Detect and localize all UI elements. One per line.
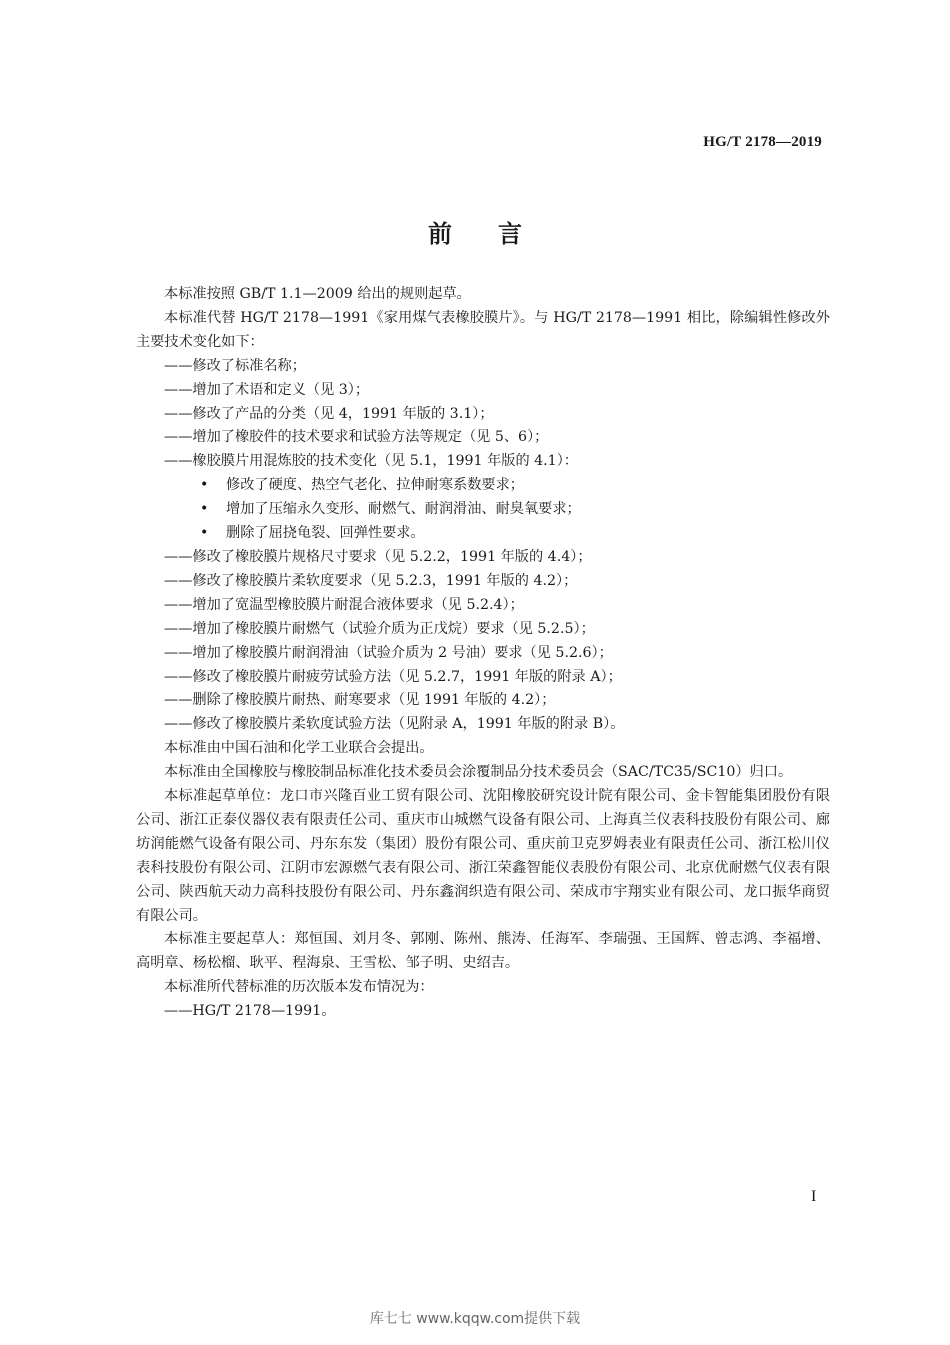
bullet-item	[136, 498, 830, 522]
page-title: 前言	[428, 220, 568, 248]
standard-code: HG/T 2178—2019	[703, 134, 822, 150]
replacement-paragraph: 本标准代替 HG/T 2178—1991《家用煤气表橡胶膜片》。与 HG/T 2178—1991 相比，除编辑性修改外主要技术变化如下：	[136, 309, 830, 350]
proposer-paragraph: 本标准由中国石油和化学工业联合会提出。	[164, 740, 434, 757]
download-watermark: 库七七 www.kqqw.com提供下载	[369, 1311, 581, 1327]
change-item: ——修改了橡胶膜片柔软度要求（见 5.2.3，1991 年版的 4.2）；	[164, 572, 578, 589]
committee-paragraph: 本标准由全国橡胶与橡胶制品标准化技术委员会涂覆制品分技术委员会（SAC/TC35/SC10）归口。	[164, 764, 793, 781]
drafting-rule-paragraph: 本标准按照 GB/T 1.1—2009 给出的规则起草。	[164, 286, 471, 302]
bullet-icon: •	[200, 501, 209, 518]
bullet-text: 修改了硬度、热空气老化、拉伸耐寒系数要求；	[226, 477, 524, 494]
history-item: ——HG/T 2178—1991。	[164, 1003, 336, 1020]
preface-body	[136, 283, 830, 1024]
history-intro-paragraph: 本标准所代替标准的历次版本发布情况为：	[164, 979, 434, 996]
change-item: ——增加了橡胶膜片耐润滑油（试验介质为 2 号油）要求（见 5.2.6）；	[164, 644, 613, 661]
change-item: ——增加了宽温型橡胶膜片耐混合液体要求（见 5.2.4）；	[164, 596, 524, 613]
bullet-item	[136, 522, 830, 546]
drafters-paragraph: 本标准主要起草人：郑恒国、刘月冬、郭刚、陈州、熊涛、任海军、李瑞强、王国辉、曾志鸿、李福增、高明章、杨松榴、耿平、程海泉、王雪松、邹子明、史绍吉。	[136, 931, 830, 972]
change-item: ——删除了橡胶膜片耐热、耐寒要求（见 1991 年版的 4.2）；	[164, 692, 556, 709]
bullet-text: 删除了屈挠龟裂、回弹性要求。	[226, 525, 425, 542]
change-item: ——橡胶膜片用混炼胶的技术变化（见 5.1，1991 年版的 4.1）：	[164, 453, 578, 470]
bullet-item	[136, 474, 830, 498]
drafting-units-paragraph: 本标准起草单位：龙口市兴隆百业工贸有限公司、沈阳橡胶研究设计院有限公司、金卡智能集团股份有限公司、浙江正泰仪器仪表有限责任公司、重庆市山城燃气设备有限公司、上海真兰仪表科技股份有限公司、廊坊润能燃气设备有限公司、丹东东发（集团）股份有限公司、重庆前卫克罗姆表业有限责任公司、浙江松川仪表科技股份有限公司、江阴市宏源燃气表有限公司、浙江荣鑫智能仪表股份有限公司、北京优耐燃气仪表有限公司、陕西航天动力高科技股份有限公司、丹东鑫润织造有限公司、荣成市宇翔实业有限公司、龙口振华商贸有限公司。	[136, 788, 830, 924]
change-item: ——修改了橡胶膜片柔软度试验方法（见附录 A，1991 年版的附录 B）。	[164, 716, 625, 733]
change-item: ——修改了橡胶膜片规格尺寸要求（见 5.2.2，1991 年版的 4.4）；	[164, 548, 592, 565]
change-item: ——增加了橡胶件的技术要求和试验方法等规定（见 5、6）；	[164, 429, 549, 446]
change-item: ——增加了橡胶膜片耐燃气（试验介质为正戊烷）要求（见 5.2.5）；	[164, 620, 595, 637]
change-item: ——修改了橡胶膜片耐疲劳试验方法（见 5.2.7，1991 年版的附录 A）；	[164, 668, 622, 685]
page-number: I	[811, 1188, 817, 1205]
change-item: ——修改了产品的分类（见 4，1991 年版的 3.1）；	[164, 405, 494, 422]
change-item: ——增加了术语和定义（见 3）；	[164, 381, 370, 398]
change-item: ——修改了标准名称；	[164, 357, 306, 374]
bullet-icon: •	[200, 525, 209, 542]
bullet-icon: •	[200, 477, 209, 494]
bullet-text: 增加了压缩永久变形、耐燃气、耐润滑油、耐臭氧要求；	[226, 501, 581, 518]
